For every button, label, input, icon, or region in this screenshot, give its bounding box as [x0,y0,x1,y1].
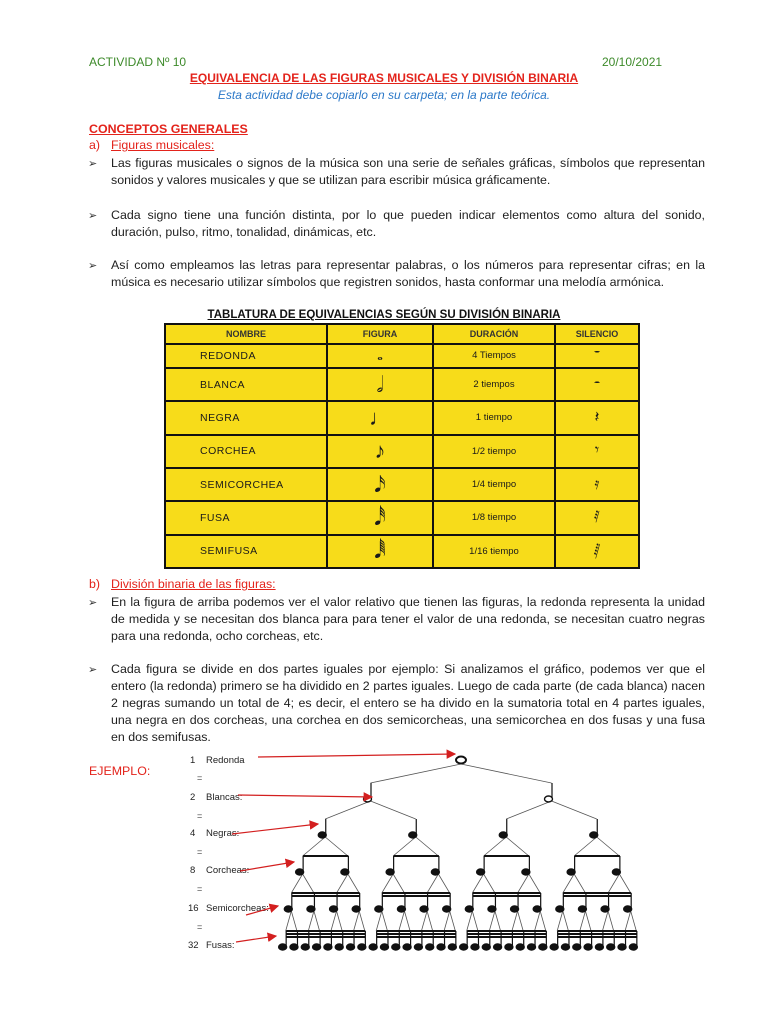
tree-branch [574,837,597,856]
tree-branch [585,911,591,931]
tree-branch [608,874,619,893]
tree-branch [472,911,478,931]
document-title: EQUIVALENCIA DE LAS FIGURAS MUSICALES Y DIVISIÓN BINARIA [189,71,579,85]
tree-branch [314,911,320,931]
level-count: 8 [190,865,196,876]
tree-branch [337,911,343,931]
tree-branch [625,911,631,931]
header-figure: FIGURA [327,324,433,344]
sixty-fourth-note-icon: 𝅘𝅥𝅱 [327,535,433,568]
tree-branch [371,764,462,783]
table-row [165,435,639,468]
row-duration: 2 tiempos [433,368,555,401]
sixteenth-rest-icon: 𝄿 [555,468,639,501]
level-name: Semicorcheas: [206,903,269,914]
sixteenth-note-icon [375,906,383,912]
tree-branch [529,874,540,893]
tree-branch [619,874,630,893]
eighth-note-icon [296,869,304,875]
tree-branch [382,874,393,893]
sixteenth-note-icon [284,906,292,912]
red-arrow [232,824,318,834]
row-name: FUSA [165,501,327,534]
sixteenth-note-icon [601,906,609,912]
eighth-note-icon [612,869,620,875]
thirty-second-note-icon [448,944,456,950]
tree-branch [563,911,569,931]
eighth-note-icon [386,869,394,875]
level-count: 16 [188,903,199,914]
header-name: NOMBRE [165,324,327,344]
paragraph-b2: Cada figura se divide en dos partes iguales por ejemplo: Si analizamos el gráfico, podemos ver que el entero (la redonda) primero se ha dividido en 2 partes iguales. Luego de cada parte (de cada blanca) nacen 2 negras sumando un total de 4; es decir, el entero se ha divido en la sumatoria total en 4 partes iguales, una negra en dos corcheas, una corchea en dos semicorcheas, una semicorchea en dos fusas y una fusa en dos semifusas. [111,662,705,744]
quarter-note-icon [409,832,417,838]
thirty-second-note-icon [347,944,355,950]
eighth-note-icon [431,869,439,875]
paragraph-a2: Cada signo tiene una función distinta, por lo que pueden indicar elementos como altura del sonido, duración, pulso, ritmo, tonalidad, dinámicas, etc. [111,208,705,239]
sixteenth-note-icon [533,906,541,912]
equals-sign: = [197,773,203,783]
eighth-note-icon [477,869,485,875]
level-name: Redonda [206,755,245,766]
thirty-second-note-icon [301,944,309,950]
arrow-bullet-icon: ➢ [88,158,98,170]
row-name: BLANCA [165,368,327,401]
table-row [165,344,639,368]
equals-sign: = [197,884,203,894]
tree-branch [495,911,501,931]
thirty-second-note-icon [290,944,298,950]
arrow-bullet-icon: ➢ [88,597,98,609]
paragraph-b1: En la figura de arriba podemos ver el valor relativo que tienen las figuras, la redonda representa la unidad de medida y se necesitan dos blanca para para tener el valor de una redonda, se necesitan cuatro negras para una redonda, ocho corcheas, etc. [111,595,705,643]
tree-branch [563,874,574,893]
row-duration: 4 Tiempos [433,344,555,368]
table-row [165,368,639,401]
thirty-second-note-icon [618,944,626,950]
sixteenth-note-icon [488,906,496,912]
paragraph-a3: Así como empleamos las letras para representar palabras, o los números para representar cifras; en la música es necesario utilizar símbolos que registren sonidos, hasta conformar una melodía armónica. [111,258,705,289]
sixteenth-note-icon [578,906,586,912]
thirty-second-rest-icon: 𝅀 [555,501,639,534]
sixteenth-note-icon [624,906,632,912]
table-row [165,535,639,568]
tree-branch [382,911,388,931]
row-duration: 1/2 tiempo [433,435,555,468]
sixteenth-note-icon [420,906,428,912]
red-arrow [258,754,455,757]
section-b-label: b) [89,577,101,591]
eighth-note-icon [522,869,530,875]
tree-branch [512,911,518,931]
thirty-second-note-icon [460,944,468,950]
tree-branch [574,874,585,893]
section-a-label: a) [89,138,101,152]
thirty-second-note-icon [550,944,558,950]
equals-sign: = [197,847,203,857]
half-note-icon: 𝅗𝅥 [327,368,433,401]
tree-branch [416,837,439,856]
document-subtitle: Esta actividad debe copiarlo en su carpeta; en la parte teórica. [217,88,551,102]
tree-branch [438,874,449,893]
row-duration: 1/8 tiempo [433,501,555,534]
equals-sign: = [197,922,203,932]
tree-branch [393,874,404,893]
tree-branch [506,837,529,856]
tree-branch [421,911,427,931]
quarter-note-icon [318,832,326,838]
thirty-second-note-icon [335,944,343,950]
sixteenth-note-icon [465,906,473,912]
tree-branch [444,911,450,931]
thirty-second-note-icon [313,944,321,950]
tree-branch [552,801,597,819]
whole-note-icon: 𝅝 [327,344,433,368]
tree-branch [303,874,314,893]
thirty-second-note-icon [279,944,287,950]
example-label: EJEMPLO: [89,764,151,778]
level-name: Corcheas: [206,865,250,876]
equals-sign: = [197,811,203,821]
tree-branch [354,911,360,931]
quarter-note-icon [590,832,598,838]
sixteenth-note-icon [556,906,564,912]
tree-branch [484,874,495,893]
thirty-second-note-icon [561,944,569,950]
tree-branch [608,911,614,931]
whole-note-icon [456,757,466,764]
row-duration: 1/4 tiempo [433,468,555,501]
tree-branch [580,911,586,931]
header-rest: SILENCIO [555,324,639,344]
tree-branch [291,911,297,931]
eighth-rest-icon: 𝄾 [555,435,639,468]
sixteenth-note-icon [330,906,338,912]
thirty-second-note-icon [539,944,547,950]
thirty-second-note-icon [369,944,377,950]
tree-branch [506,801,551,819]
row-name: CORCHEA [165,435,327,468]
red-arrow [238,795,372,797]
row-name: SEMICORCHEA [165,468,327,501]
tree-branch [518,874,529,893]
arrow-bullet-icon: ➢ [88,260,98,272]
tree-branch [535,911,541,931]
thirty-second-note-icon [516,944,524,950]
tree-branch [337,874,348,893]
tree-branch [399,911,405,931]
tree-branch [427,911,433,931]
section-a-title: Figuras musicales: [111,138,215,152]
arrow-bullet-icon: ➢ [88,664,98,676]
level-count: 4 [190,828,196,839]
sixteenth-note-icon [443,906,451,912]
tree-branch [489,911,495,931]
eighth-note-icon: ♪ [327,435,433,468]
thirty-second-note-icon [629,944,637,950]
thirty-second-note-icon [403,944,411,950]
tree-branch [308,911,314,931]
thirty-second-note-icon [595,944,603,950]
tree-branch [472,874,483,893]
thirty-second-note-icon [494,944,502,950]
half-rest-icon: 𝄼 [555,368,639,401]
sixteenth-note-icon: 𝅘𝅥𝅯 [327,468,433,501]
division-tree-diagram [0,740,768,970]
quarter-note-icon: ♩ [327,401,433,434]
section-b-title: División binaria de las figuras: [111,577,276,591]
thirty-second-note-icon [380,944,388,950]
level-name: Fusas: [206,940,235,951]
tree-branch [557,911,563,931]
thirty-second-note-icon [414,944,422,950]
sixteenth-note-icon [352,906,360,912]
tree-branch [450,911,456,931]
row-name: REDONDA [165,344,327,368]
tree-branch [359,911,365,931]
thirty-second-note-icon: 𝅘𝅥𝅰 [327,501,433,534]
tree-branch [331,911,337,931]
sixteenth-note-icon [511,906,519,912]
red-arrow [246,906,278,915]
red-arrow [240,862,294,871]
tree-branch [467,911,473,931]
tree-branch [286,911,292,931]
thirty-second-note-icon [584,944,592,950]
thirty-second-note-icon [505,944,513,950]
table-caption: TABLATURA DE EQUIVALENCIAS SEGÚN SU DIVISIÓN BINARIA [207,309,561,321]
thirty-second-note-icon [471,944,479,950]
thirty-second-note-icon [482,944,490,950]
table-row [165,468,639,501]
table-header-row [165,324,639,344]
row-name: NEGRA [165,401,327,434]
header-duration: DURACIÓN [433,324,555,344]
half-note-icon [545,796,553,802]
thirty-second-note-icon [607,944,615,950]
table-row [165,401,639,434]
tree-branch [376,911,382,931]
tree-branch [518,911,524,931]
level-count: 32 [188,940,199,951]
thirty-second-note-icon [324,944,332,950]
tree-branch [597,837,620,856]
row-duration: 1/16 tiempo [433,535,555,568]
red-arrow [236,936,276,942]
tree-branch [602,911,608,931]
whole-rest-icon: 𝄻 [555,344,639,368]
thirty-second-note-icon [392,944,400,950]
paragraph-a1: Las figuras musicales o signos de la música son una serie de señales gráficas, símbolos que representan sonidos y valores musicales y que se utilizan para escribir música gráficamente. [111,156,705,187]
thirty-second-note-icon [437,944,445,950]
sixteenth-note-icon [397,906,405,912]
tree-branch [393,837,416,856]
level-name: Negras: [206,828,240,839]
thirty-second-note-icon [426,944,434,950]
sixty-fourth-rest-icon: 𝅁 [555,535,639,568]
tree-branch [404,911,410,931]
arrow-bullet-icon: ➢ [88,210,98,222]
sixteenth-note-icon [307,906,315,912]
tree-branch [631,911,637,931]
quarter-rest-icon: 𝄽 [555,401,639,434]
thirty-second-note-icon [528,944,536,950]
tree-branch [325,837,348,856]
row-duration: 1 tiempo [433,401,555,434]
tree-branch [427,874,438,893]
tree-branch [371,801,416,819]
table-row [165,501,639,534]
activity-label: ACTIVIDAD Nº 10 [89,55,187,69]
tree-branch [303,837,326,856]
level-count: 2 [190,792,196,803]
tree-branch [325,801,370,819]
row-name: SEMIFUSA [165,535,327,568]
level-name: Blancas: [206,792,243,803]
section-heading-general: CONCEPTOS GENERALES [89,122,248,136]
thirty-second-note-icon [573,944,581,950]
tree-branch [291,874,302,893]
eighth-note-icon [341,869,349,875]
tree-branch [348,874,359,893]
activity-date: 20/10/2021 [602,55,663,69]
tree-branch [484,837,507,856]
equivalence-table [164,323,640,569]
level-count: 1 [190,755,196,766]
eighth-note-icon [567,869,575,875]
quarter-note-icon [499,832,507,838]
tree-branch [461,764,552,783]
tree-branch [540,911,546,931]
thirty-second-note-icon [358,944,366,950]
